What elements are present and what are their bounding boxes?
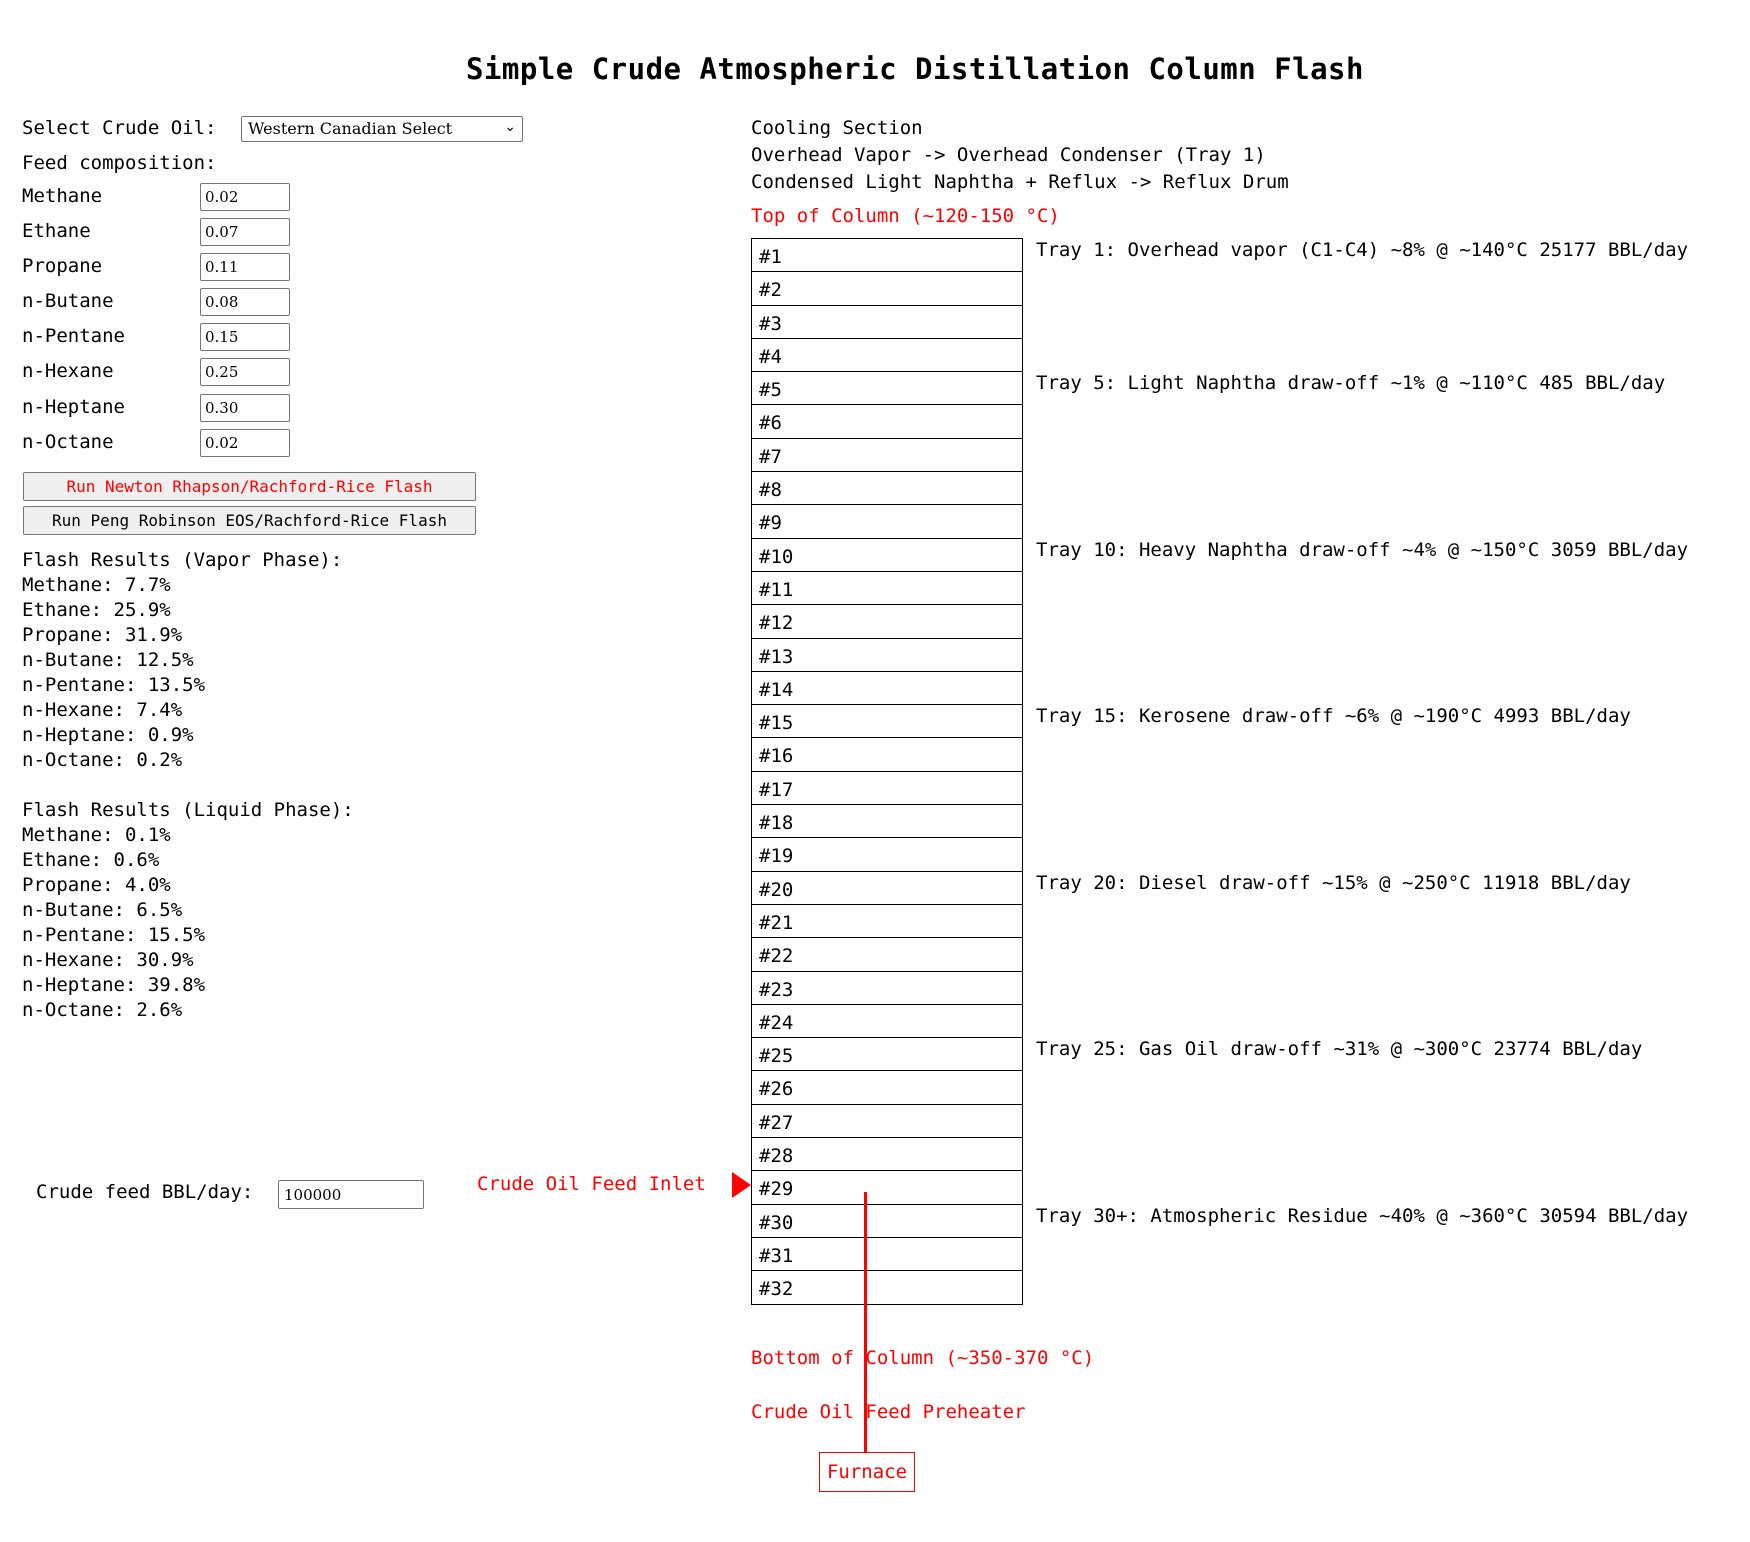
vapor-result-line: n-Pentane: 13.5% xyxy=(22,674,206,696)
feed-preheater-label: Crude Oil Feed Preheater xyxy=(751,1401,1026,1423)
distillation-column xyxy=(751,238,1023,1305)
bottom-of-column-label: Bottom of Column (~350-370 °C) xyxy=(751,1347,1095,1369)
tray: #26 xyxy=(752,1071,1022,1104)
tray: #31 xyxy=(752,1238,1022,1271)
liquid-result-line: Ethane: 0.6% xyxy=(22,849,160,871)
draw-off-note: Tray 5: Light Naphtha draw-off ~1% @ ~110°C 485 BBL/day xyxy=(1036,372,1666,394)
tray: #9 xyxy=(752,505,1022,538)
cooling-line-1: Overhead Vapor -> Overhead Condenser (Tray 1) xyxy=(751,144,1266,166)
liquid-result-line: n-Butane: 6.5% xyxy=(22,899,183,921)
tray: #16 xyxy=(752,738,1022,771)
tray: #25 xyxy=(752,1038,1022,1071)
tray: #15 xyxy=(752,705,1022,738)
feed-inlet-arrow-icon xyxy=(732,1172,751,1198)
tray: #27 xyxy=(752,1105,1022,1138)
liquid-result-line: n-Heptane: 39.8% xyxy=(22,974,206,996)
component-input[interactable] xyxy=(200,358,290,386)
tray: #19 xyxy=(752,838,1022,871)
vapor-result-line: Ethane: 25.9% xyxy=(22,599,171,621)
tray: #8 xyxy=(752,472,1022,505)
vapor-result-line: n-Hexane: 7.4% xyxy=(22,699,183,721)
tray: #22 xyxy=(752,938,1022,971)
component-label: Propane xyxy=(22,255,103,277)
component-input[interactable] xyxy=(200,429,290,457)
liquid-results xyxy=(22,798,354,1023)
tray: #2 xyxy=(752,272,1022,305)
tray: #14 xyxy=(752,672,1022,705)
draw-off-note: Tray 1: Overhead vapor (C1-C4) ~8% @ ~140°C 25177 BBL/day xyxy=(1036,239,1689,261)
tray: #6 xyxy=(752,405,1022,438)
top-of-column-label: Top of Column (~120-150 °C) xyxy=(751,205,1060,227)
liquid-result-line: n-Hexane: 30.9% xyxy=(22,949,194,971)
cooling-line-2: Condensed Light Naphtha + Reflux -> Reflux Drum xyxy=(751,171,1289,193)
component-input[interactable] xyxy=(200,183,290,211)
tray: #5 xyxy=(752,372,1022,405)
crude-select[interactable] xyxy=(241,116,523,142)
crude-feed-label: Crude feed BBL/day: xyxy=(36,1181,254,1203)
crude-select-label: Select Crude Oil: xyxy=(22,117,217,139)
tray: #11 xyxy=(752,572,1022,605)
chevron-down-icon: ⌄ xyxy=(504,119,516,135)
vapor-result-line: Methane: 7.7% xyxy=(22,574,171,596)
vapor-result-line: n-Butane: 12.5% xyxy=(22,649,194,671)
component-input[interactable] xyxy=(200,394,290,422)
crude-select-value: Western Canadian Select xyxy=(248,119,453,138)
tray: #18 xyxy=(752,805,1022,838)
liquid-result-line: n-Octane: 2.6% xyxy=(22,999,183,1021)
liquid-result-line: Propane: 4.0% xyxy=(22,874,171,896)
tray: #4 xyxy=(752,339,1022,372)
tray: #29 xyxy=(752,1171,1022,1204)
furnace-box: Furnace xyxy=(819,1452,915,1492)
peng-robinson-button[interactable]: Run Peng Robinson EOS/Rachford-Rice Flash xyxy=(23,506,476,535)
tray: #24 xyxy=(752,1005,1022,1038)
vapor-result-line: Propane: 31.9% xyxy=(22,624,183,646)
component-input[interactable] xyxy=(200,288,290,316)
tray: #10 xyxy=(752,539,1022,572)
draw-off-note: Tray 30+: Atmospheric Residue ~40% @ ~360°C 30594 BBL/day xyxy=(1036,1205,1689,1227)
vapor-result-line: n-Heptane: 0.9% xyxy=(22,724,194,746)
liquid-result-line: Methane: 0.1% xyxy=(22,824,171,846)
component-label: n-Heptane xyxy=(22,396,125,418)
component-input[interactable] xyxy=(200,218,290,246)
tray: #3 xyxy=(752,306,1022,339)
component-label: Methane xyxy=(22,185,103,207)
tray: #12 xyxy=(752,605,1022,638)
page-title: Simple Crude Atmospheric Distillation Column Flash xyxy=(466,52,1364,86)
vapor-result-line: n-Octane: 0.2% xyxy=(22,749,183,771)
tray: #13 xyxy=(752,639,1022,672)
vapor-results-heading: Flash Results (Vapor Phase): xyxy=(22,549,343,571)
vapor-results xyxy=(22,548,342,773)
newton-rhapson-button[interactable]: Run Newton Rhapson/Rachford-Rice Flash xyxy=(23,472,476,501)
tray: #21 xyxy=(752,905,1022,938)
component-input[interactable] xyxy=(200,323,290,351)
component-label: n-Octane xyxy=(22,431,114,453)
tray: #28 xyxy=(752,1138,1022,1171)
draw-off-note: Tray 15: Kerosene draw-off ~6% @ ~190°C 4993 BBL/day xyxy=(1036,705,1631,727)
component-label: n-Pentane xyxy=(22,325,125,347)
liquid-results-heading: Flash Results (Liquid Phase): xyxy=(22,799,354,821)
tray: #20 xyxy=(752,872,1022,905)
tray: #23 xyxy=(752,972,1022,1005)
component-label: n-Hexane xyxy=(22,360,114,382)
liquid-result-line: n-Pentane: 15.5% xyxy=(22,924,206,946)
tray: #30 xyxy=(752,1205,1022,1238)
feed-composition-label: Feed composition: xyxy=(22,152,217,174)
draw-off-note: Tray 10: Heavy Naphtha draw-off ~4% @ ~150°C 3059 BBL/day xyxy=(1036,539,1689,561)
tray: #1 xyxy=(752,239,1022,272)
draw-off-note: Tray 25: Gas Oil draw-off ~31% @ ~300°C 23774 BBL/day xyxy=(1036,1038,1643,1060)
crude-feed-inlet-label: Crude Oil Feed Inlet xyxy=(477,1173,706,1195)
tray: #32 xyxy=(752,1271,1022,1304)
draw-off-note: Tray 20: Diesel draw-off ~15% @ ~250°C 11918 BBL/day xyxy=(1036,872,1631,894)
component-label: Ethane xyxy=(22,220,91,242)
crude-feed-input[interactable] xyxy=(278,1180,424,1209)
tray: #7 xyxy=(752,439,1022,472)
cooling-section-heading: Cooling Section xyxy=(751,117,923,139)
component-label: n-Butane xyxy=(22,290,114,312)
tray: #17 xyxy=(752,772,1022,805)
component-input[interactable] xyxy=(200,253,290,281)
